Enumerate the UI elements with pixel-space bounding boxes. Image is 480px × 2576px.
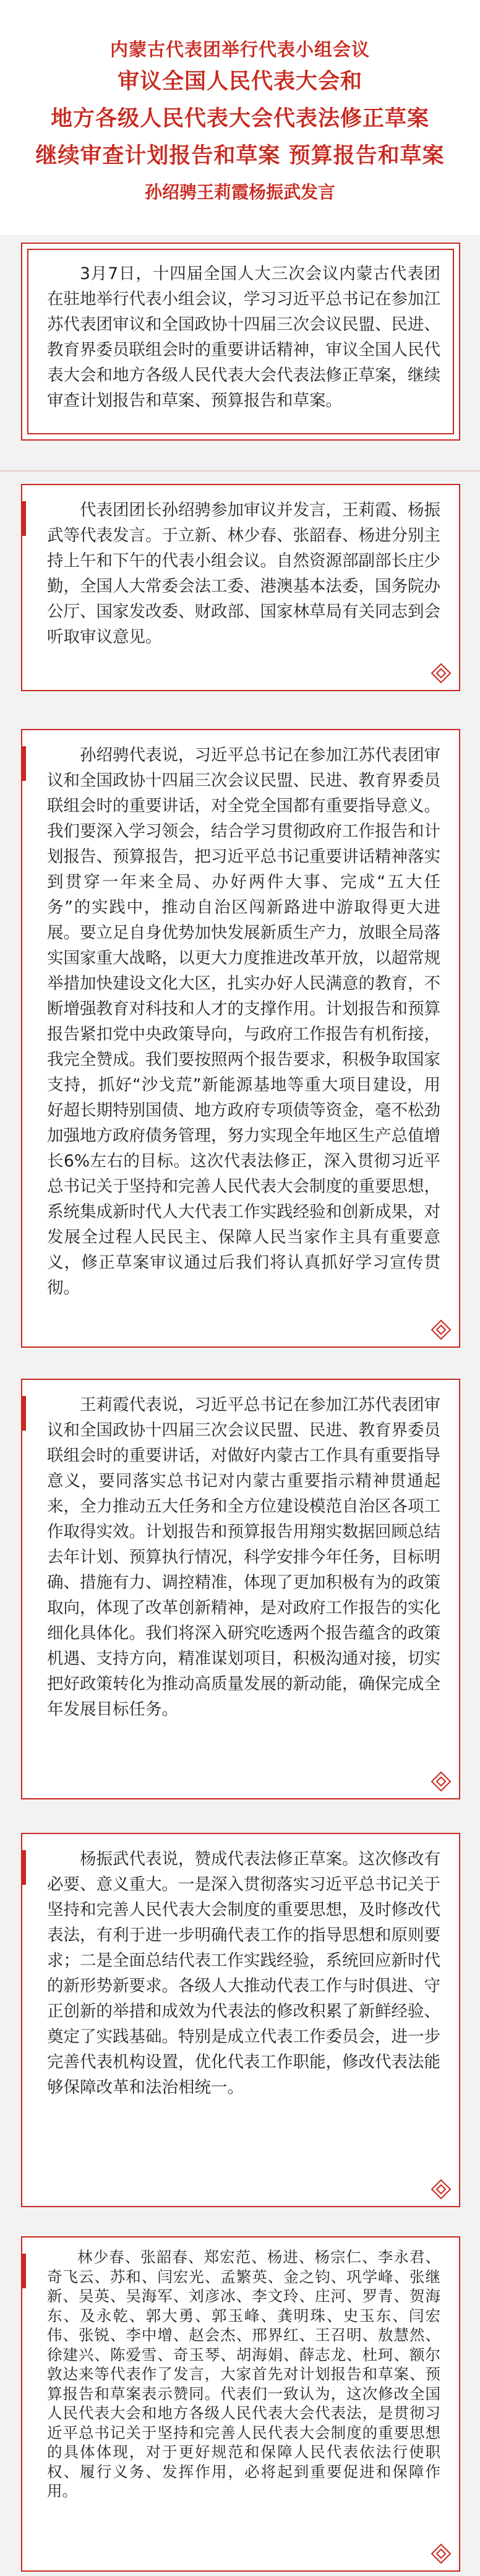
lead-paragraph-box [21,243,460,441]
corner-ornament-icon [431,1771,452,1792]
section-box-other-delegates [21,2236,460,2572]
section-box-wang-lixia [21,1379,460,1799]
corner-ornament-icon [431,1319,452,1340]
paragraph-wang-lixia: 王莉霞代表说，习近平总书记在参加江苏代表团审议和全国政协十四届三次会议民盟、民进、教育界委员联组会时的重要讲话，对做好内蒙古工作具有重要指导意义，要同落实总书记对内蒙古重要指示精神贯通起来，全力推动五大任务和全方位建设模范自治区各项工作取得实效。计划报告和预算报告用翔实数据回顾总结去年计划、预算执行情况，科学安排今年任务，目标明确、措施有力、调控精准，体现了更加积极有为的政策取向，体现了改革创新精神，是对政府工作报告的实化细化具体化。我们将深入研究吃透两个报告蕴含的政策机遇、支持方向，精准谋划项目，积极沟通对接，切实把好政策转化为推动高质量发展的新动能，确保完成全年发展目标任务。 [47,1395,440,1719]
corner-ornament-icon [431,663,452,684]
headline-intro: 内蒙古代表团举行代表小组会议 [109,39,370,60]
divider [0,470,480,472]
section-accent-bar [21,746,26,781]
headline-subtitle: 孙绍骋王莉霞杨振武发言 [144,182,335,202]
headline-line-2: 地方各级人民代表大会代表法修正草案 [50,106,429,131]
section-accent-bar [21,1850,26,1885]
paragraph-attendees: 代表团团长孙绍骋参加审议并发言，王莉霞、杨振武等代表发言。于立新、林少春、张韶春、杨进分别主持上午和下午的代表小组会议。自然资源部副部长庄少勤，全国人大常委会法工委、港澳基本法委，国务院办公厅、国家发改委、财政部、国家林草局有关同志到会听取审议意见。 [47,501,440,647]
section-accent-bar [21,2254,26,2288]
section-accent-bar [21,501,26,536]
lead-paragraph: 3月7日，十四届全国人大三次会议内蒙古代表团在驻地举行代表小组会议，学习习近平总书记在参加江苏代表团审议和全国政协十四届三次会议民盟、民进、教育界委员联组会时的重要讲话精神，审议全国人民代表大会和地方各级人民代表大会代表法修正草案，继续审查计划报告和草案、预算报告和草案。 [47,264,440,410]
headline-line-1: 审议全国人民代表大会和 [117,69,362,94]
section-box-yang-zhenwu [21,1833,460,2207]
corner-ornament-icon [431,2179,452,2200]
section-box-attendees [21,484,460,691]
headline-line-3: 继续审查计划报告和草案 预算报告和草案 [35,144,445,168]
corner-ornament-icon [431,2543,452,2564]
section-accent-bar [21,1396,26,1431]
paragraph-other-delegates: 林少春、张韶春、郑宏范、杨进、杨宗仁、李永君、奇飞云、苏和、闫宏光、孟繁英、金之钧、巩学峰、张继新、吴英、吴海军、刘彦冰、李文玲、庄河、罗青、贺海东、及永乾、郭大勇、郭玉峰、龚明珠、史玉东、闫宏伟、张锐、李中增、赵会杰、邢界红、王召明、敖慧然、徐建兴、陈爱雪、奇玉琴、胡海娟、薛志龙、杜珂、额尔敦达来等代表作了发言，大家首先对计划报告和草案、预算报告和草案表示赞同。代表们一致认为，这次修改全国人民代表大会和地方各级人民代表大会代表法，是贯彻习近平总书记关于坚持和完善人民代表大会制度的重要思想的具体体现，对于更好规范和保障人民代表依法行使职权、履行义务、发挥作用，必将起到重要促进和保障作用。 [47,2248,440,2500]
paragraph-yang-zhenwu: 杨振武代表说，赞成代表法修正草案。这次修改有必要、意义重大。一是深入贯彻落实习近平总书记关于坚持和完善人民代表大会制度的重要思想，及时修改代表法，有利于进一步明确代表工作的指导思想和原则要求；二是全面总结代表工作实践经验，系统回应新时代的新形势新要求。各级人大推动代表工作与时俱进、守正创新的举措和成效为代表法的修改积累了新鲜经验、奠定了实践基础。特别是成立代表工作委员会，进一步完善代表机构设置，优化代表工作职能，修改代表法能够保障改革和法治相统一。 [47,1850,440,2097]
section-box-sun-shaocheng [21,729,460,1348]
article-header [0,0,480,235]
paragraph-sun-shaocheng: 孙绍骋代表说，习近平总书记在参加江苏代表团审议和全国政协十四届三次会议民盟、民进、教育界委员联组会时的重要讲话，对全党全国都有重要指导意义。我们要深入学习领会，结合学习贯彻政府工作报告和计划报告、预算报告，把习近平总书记重要讲话精神落实到贯穿一年来全局、办好两件大事、完成“五大任务”的实践中，推动自治区闯新路进中游取得更大进展。要立足自身优势加快发展新质生产力，放眼全局落实国家重大战略，以更大力度推进改革开放，以超常规举措加快建设文化大区，扎实办好人民满意的教育，不断增强教育对科技和人才的支撑作用。计划报告和预算报告紧扣党中央政策导向，与政府工作报告有机衔接，我完全赞成。我们要按照两个报告要求，积极争取国家支持，抓好“沙戈荒”新能源基地等重大项目建设，用好超长期特别国债、地方政府专项债等资金，毫不松劲加强地方政府债务管理，努力实现全年地区生产总值增长6%左右的目标。这次代表法修正，深入贯彻习近平总书记关于坚持和完善人民代表大会制度的重要思想，系统集成新时代人大代表工作实践经验和创新成果，对发展全过程人民民主、保障人民当家作主具有重要意义，修正草案审议通过后我们将认真抓好学习宣传贯彻。 [47,746,440,1298]
